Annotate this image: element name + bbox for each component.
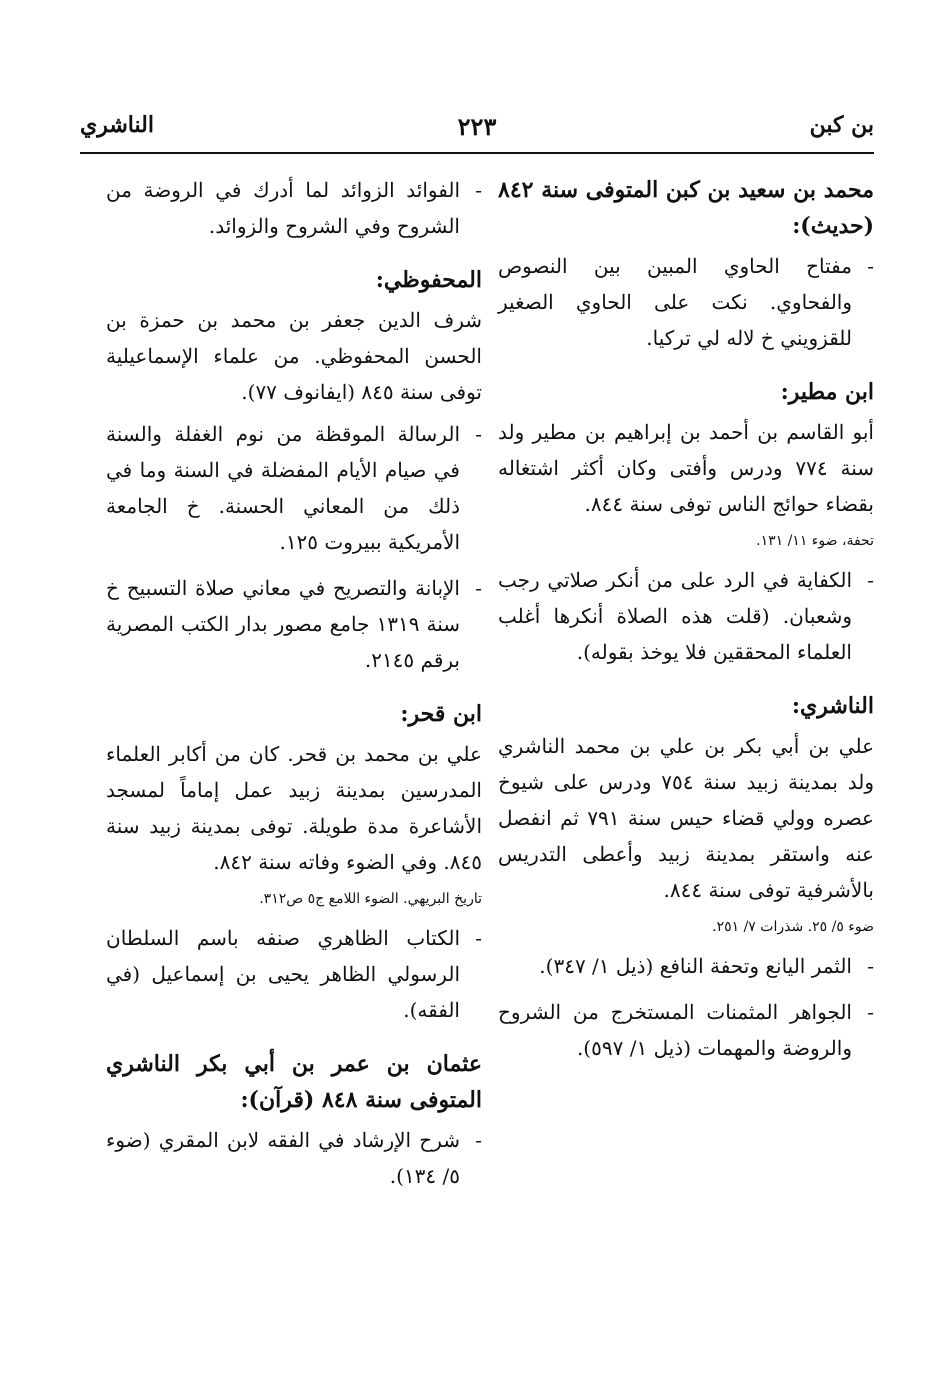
entry-heading: ابن مطير: [780, 379, 874, 405]
work-title: الفوائد الزوائد لما أدرك في الروضة من الشروح وفي الشروح والزوائد. [106, 178, 460, 238]
entry-biography: علي بن محمد بن قحر. كان من أكابر العلماء المدرسين بمدينة زبيد عمل إماماً لمسجد الأشاعرة مدة طويلة. توفى بمدينة زبيد سنة ٨٤٥. وفي الضوء وفاته سنة ٨٤٢. [106, 742, 482, 874]
list-dash: - [867, 1000, 874, 1024]
running-head-right: بن كبن [809, 112, 874, 138]
biography-entry [498, 374, 874, 670]
work-title: الثمر اليانع وتحفة النافع (ذيل ١/ ٣٤٧). [539, 954, 852, 978]
work-item [498, 948, 874, 984]
entry-references: ضوء ٥/ ٢٥. شذرات ٧/ ٢٥١. [712, 919, 874, 935]
biography-entry [498, 172, 874, 356]
biography-entry [106, 1046, 482, 1194]
work-title: الكتاب الظاهري صنفه باسم السلطان الرسولي الظاهر يحيى بن إسماعيل (في الفقه). [106, 926, 460, 1022]
work-title: الجواهر المثمنات المستخرج من الشروح والروضة والمهمات (ذيل ١/ ٥٩٧). [498, 1000, 852, 1060]
biography-entry [498, 688, 874, 1066]
entry-biography: شرف الدين جعفر بن محمد بن حمزة بن الحسن المحفوظي. من علماء الإسماعيلية توفى سنة ٨٤٥ (ايفانوف ٧٧). [106, 308, 482, 404]
page-number: ٢٢٣ [457, 112, 497, 141]
work-title: مفتاح الحاوي المبين بين النصوص والفحاوي. نكت على الحاوي الصغير للقزويني خ لاله لي تركيا. [498, 254, 852, 350]
running-head-left: الناشري [80, 112, 154, 138]
list-dash: - [867, 568, 874, 592]
entry-heading: المحفوظي: [375, 267, 482, 293]
list-dash: - [475, 422, 482, 446]
entry-heading: الناشري: [791, 693, 874, 719]
work-item [106, 920, 482, 1028]
entry-heading: محمد بن سعيد بن كبن المتوفى سنة ٨٤٢ (حديث): [498, 177, 874, 239]
list-dash: - [475, 178, 482, 202]
work-title: شرح الإرشاد في الفقه لابن المقري (ضوء ٥/ ١٣٤). [106, 1128, 460, 1188]
entry-biography: علي بن أبي بكر بن علي بن محمد الناشري ولد بمدينة زبيد سنة ٧٥٤ ودرس على شيوخ عصره وولي قضاء حيس سنة ٧٩١ ثم انفصل عنه واستقر بمدينة زبيد وأعطى التدريس بالأشرفية توفى سنة ٨٤٤. [498, 734, 875, 902]
entry-references: تاريخ البريهي. الضوء اللامع ج٥ ص٣١٢. [259, 891, 482, 907]
entry-references: تحفة، ضوء ١١/ ١٣١. [756, 533, 874, 549]
list-dash: - [867, 254, 874, 278]
work-title: الكفاية في الرد على من أنكر صلاتي رجب وشعبان. (قلت هذه الصلاة أنكرها أغلب العلماء المحققين فلا يوخذ بقوله). [498, 568, 852, 664]
work-item [106, 1122, 482, 1194]
biography-entry [106, 172, 482, 244]
work-item [498, 562, 874, 670]
work-item [106, 416, 482, 560]
work-item [498, 248, 874, 356]
list-dash: - [475, 926, 482, 950]
page-header [80, 112, 874, 154]
right-column [498, 172, 874, 1084]
work-item [106, 172, 482, 244]
biography-entry [106, 696, 482, 1028]
entry-biography: أبو القاسم بن أحمد بن إبراهيم بن مطير ولد سنة ٧٧٤ ودرس وأفتى وكان أكثر اشتغاله بقضاء حوائج الناس توفى سنة ٨٤٤. [498, 420, 875, 516]
list-dash: - [867, 954, 874, 978]
list-dash: - [475, 576, 482, 600]
work-item [106, 570, 482, 678]
biography-entry [106, 262, 482, 678]
work-item [498, 994, 874, 1066]
left-column [106, 172, 482, 1212]
entry-heading: عثمان بن عمر بن أبي بكر الناشري المتوفى سنة ٨٤٨ (قرآن): [106, 1051, 482, 1113]
list-dash: - [475, 1128, 482, 1152]
entry-heading: ابن قحر: [400, 701, 482, 727]
work-title: الرسالة الموقظة من نوم الغفلة والسنة في صيام الأيام المفضلة في السنة وما في ذلك من المعاني الحسنة. خ الجامعة الأمريكية ببيروت ١٢٥. [106, 422, 460, 554]
work-title: الإبانة والتصريح في معاني صلاة التسبيح خ سنة ١٣١٩ جامع مصور بدار الكتب المصرية برقم ٢١٤٥. [106, 576, 461, 672]
